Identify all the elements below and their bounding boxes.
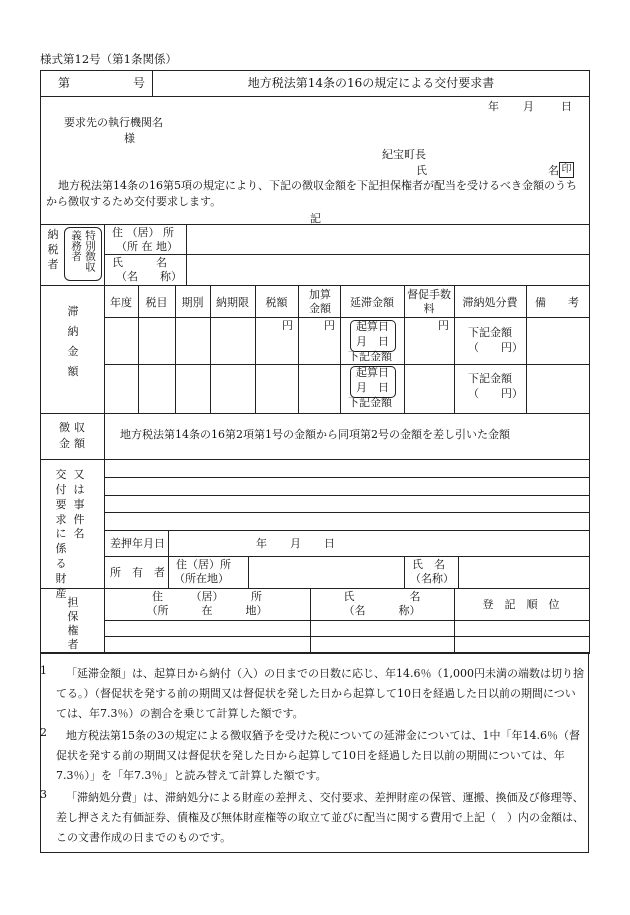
seizure-date-label: 差押年月日 [110,537,165,550]
disposal-yen-1: （ 円） [468,341,523,354]
collection-text: 地方税法第14条の16第2項第1号の金額から同項第2号の金額を差し引いた金額 [120,428,510,441]
unit-tax: 円 [282,319,293,332]
col-late-fee: 延滞金額 [350,296,394,309]
col-tax-amount: 税額 [265,296,288,309]
col-demand-fee: 督促手数料 [407,288,451,315]
unit-addition: 円 [324,319,335,332]
property-sub-label: 又は事件名 [73,468,85,541]
col-disposal: 滞納処分費 [462,296,518,309]
col-remarks: 備 考 [535,296,579,309]
late-fee-start-1: 起算日 [356,320,389,333]
col-tax-item: 税目 [145,296,168,309]
seizure-month: 月 [290,537,301,550]
note-2-text: 地方税法第15条の3の規定による徴収猶予を受けた税についての延滞金については、1中「年14.6％（督促状を発する前の期間又は督促状を発した日から起算して10日を経過した日以前の期間については、年7.3％）」を「年7.3％」と読み替えて計算した額です。 [56,729,581,782]
date-day: 日 [561,100,572,113]
owner-name-sub: （名称） [410,572,454,585]
note-3-num: 3 [40,788,47,801]
owner-address-sub: （所在地） [174,572,229,585]
col-deadline: 納期限 [216,296,249,309]
owner-label: 所 有 者 [110,566,165,579]
seizure-year: 年 [256,537,267,550]
number-left: 第 [58,76,71,90]
sender-name-right: 名 [548,164,559,177]
taxpayer-label: 納税者 [47,228,59,271]
arrears-label: 滞納金額 [67,305,79,378]
col-addition: 加算金額 [309,288,331,315]
address-sub: （所 在 地） [116,240,178,253]
secured-label: 担保権者 [67,596,79,651]
sender-name-left: 氏 [416,164,427,177]
note-1-num: 1 [40,664,47,677]
col-year: 年度 [110,296,132,309]
disposal-below-1: 下記金額 [468,326,512,339]
disposal-below-2: 下記金額 [468,372,512,385]
late-fee-below-2: 下記金額 [348,396,392,409]
secured-address: 住 （居） 所 [152,590,262,603]
note-3-text: 「滞納処分費」は、滞納処分による財産の差押え、交付要求、差押財産の保管、運搬、換価及び修理等、差し押さえた有価証券、債権及び無体財産権等の取立て並びに配当に関する費用で上記（ ）内の金額は、この文書作成の日までのものです。 [56,791,584,844]
late-fee-below-1: 下記金額 [348,350,392,363]
late-fee-md-2: 月 日 [356,381,389,394]
name-sub: （名 称） [116,270,182,283]
disposal-yen-2: （ 円） [468,387,523,400]
secured-address-sub: （所 在 地） [146,604,268,617]
seal-mark: 印 [559,162,574,178]
note-2-num: 2 [40,726,47,739]
secured-name: 氏 名 [343,590,421,603]
unit-fee: 円 [438,319,449,332]
property-label: 交付要求に係る財産 [55,468,67,600]
number-right: 号 [133,76,146,90]
name-label: 氏 名 [112,256,167,269]
secured-name-sub: （名 称） [343,604,421,617]
note-1-text: 「延滞金額」は、起算日から納付（入）の日までの日数に応じ、年14.6％（1,000円未満の端数は切り捨てる。）（督促状を発する前の期間又は督促状を発した日から起算して10日を経過した日以前の期間については、年7.3％）の割合を乗じて計算した額です。 [56,667,584,720]
seizure-day: 日 [324,537,335,550]
col-period: 期別 [181,296,204,309]
intro-text: 地方税法第14条の16第5項の規定により、下記の徴収金額を下記担保権者が配当を受けるべき金額のうちから徴収するため交付要求します。 [46,179,577,208]
date-year: 年 [488,100,499,113]
ki-label: 記 [310,212,321,225]
collection-label: 徴収金額 [59,421,89,450]
sender-title: 紀宝町長 [382,148,426,161]
address-label: 住 （居） 所 [112,226,174,239]
late-fee-md-1: 月 日 [356,335,389,348]
addressee-label: 要求先の執行機関名 [64,116,163,129]
form-title: 地方税法第14条の16の規定による交付要求書 [247,76,495,90]
form-label: 様式第12号（第1条関係） [40,52,177,66]
secured-rank: 登 記 順 位 [482,598,560,611]
owner-address: 住（居）所 [176,558,231,571]
taxpayer-type-label: 特別徴収義務者 [70,230,96,272]
owner-name: 氏 名 [412,558,445,571]
late-fee-start-2: 起算日 [356,366,389,379]
taxpayer-type-box [64,227,102,281]
date-month: 月 [523,100,534,113]
addressee-honorific: 様 [124,132,135,145]
